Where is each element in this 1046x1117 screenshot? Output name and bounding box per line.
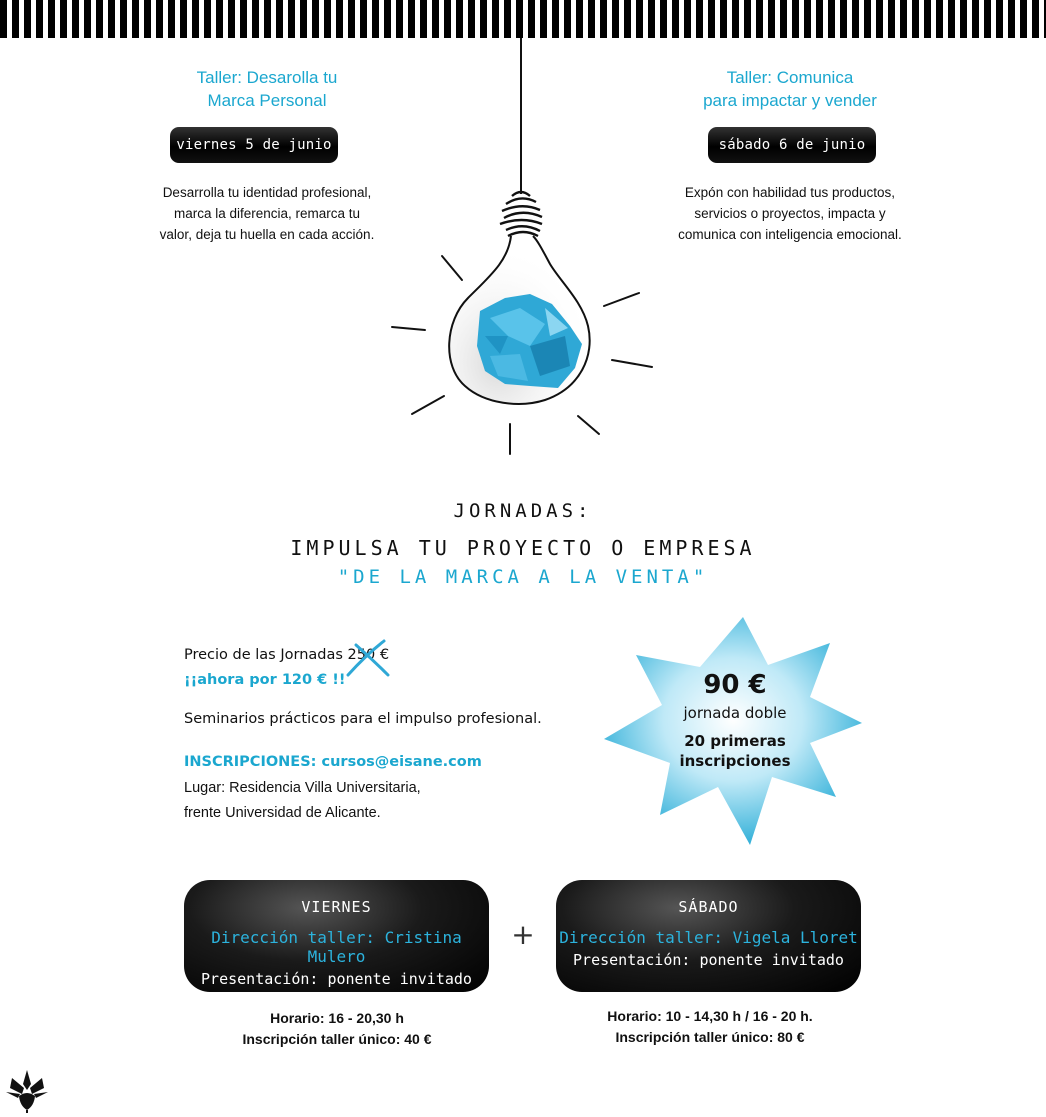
inscripciones-email[interactable]: INSCRIPCIONES: cursos@eisane.com — [184, 754, 482, 770]
taller-left-description — [117, 182, 417, 245]
taller-right-desc-line1: Expón con habilidad tus productos, — [684, 185, 896, 200]
schedule-viernes-precio: Inscripción taller único: 40 € — [242, 1031, 432, 1047]
lugar-line2: frente Universidad de Alicante. — [184, 805, 381, 821]
taller-right-desc-line2: servicios o proyectos, impacta y — [694, 206, 886, 221]
star-promo-line2: inscripciones — [679, 752, 791, 770]
offer-price: ¡¡ahora por 120 € !! — [184, 672, 346, 688]
taller-left-title-line1: Taller: Desarolla tu — [196, 68, 338, 87]
price-label: Precio de las Jornadas — [184, 647, 343, 663]
old-price — [348, 647, 390, 663]
card-sabado-day: SÁBADO — [678, 898, 739, 916]
strikethrough-x-icon — [342, 637, 400, 679]
taller-right-date-badge — [708, 127, 876, 163]
card-viernes-presentation: Presentación: ponente invitado — [201, 970, 472, 988]
taller-right-title — [640, 66, 940, 112]
plus-sign: + — [511, 918, 535, 951]
taller-right-desc-line3: comunica con inteligencia emocional. — [678, 227, 902, 242]
schedule-viernes — [177, 1008, 497, 1050]
star-label: jornada doble — [683, 704, 787, 722]
taller-left-title-line2: Marca Personal — [207, 91, 327, 110]
taller-left-title — [117, 66, 417, 112]
card-sabado-presentation: Presentación: ponente invitado — [573, 951, 844, 969]
lightbulb-icon — [380, 36, 670, 461]
lugar-line1: Lugar: Residencia Villa Universitaria, — [184, 780, 421, 796]
seminar-text: Seminarios prácticos para el impulso profesional. — [184, 711, 542, 727]
taller-left-desc-line2: marca la diferencia, remarca tu — [173, 206, 361, 221]
schedule-sabado — [550, 1006, 870, 1048]
card-sabado — [556, 880, 861, 992]
card-sabado-direction: Dirección taller: Vigela Lloret — [559, 928, 858, 947]
taller-left-desc-line3: valor, deja tu huella en cada acción. — [159, 227, 375, 242]
heading-subtitle: "DE LA MARCA A LA VENTA" — [337, 566, 709, 588]
taller-left-date: viernes 5 de junio — [176, 137, 332, 153]
price-line — [184, 647, 389, 663]
taller-right-title-line1: Taller: Comunica — [726, 68, 854, 87]
card-viernes-direction: Dirección taller: Cristina Mulero — [211, 928, 462, 966]
star-price: 90 € — [703, 670, 767, 700]
card-viernes-day: VIERNES — [301, 898, 372, 916]
taller-right-title-line2: para impactar y vender — [703, 91, 877, 110]
card-viernes — [184, 880, 489, 992]
heading-title: IMPULSA TU PROYECTO O EMPRESA — [290, 536, 756, 560]
schedule-sabado-horario: Horario: 10 - 14,30 h / 16 - 20 h. — [607, 1008, 813, 1024]
star-content — [600, 670, 870, 770]
top-stripe-border — [0, 0, 1046, 38]
taller-right-description — [640, 182, 940, 245]
lotus-logo-icon — [4, 1066, 50, 1114]
schedule-sabado-precio: Inscripción taller único: 80 € — [615, 1029, 805, 1045]
taller-right-date: sábado 6 de junio — [718, 137, 866, 153]
schedule-viernes-horario: Horario: 16 - 20,30 h — [270, 1010, 404, 1026]
taller-left-date-badge — [170, 127, 338, 163]
old-price-text: 250 € — [347, 647, 390, 663]
taller-left-desc-line1: Desarrolla tu identidad profesional, — [162, 185, 372, 200]
heading-jornadas: JORNADAS: — [453, 500, 593, 522]
star-promo-line1: 20 primeras — [684, 732, 786, 750]
